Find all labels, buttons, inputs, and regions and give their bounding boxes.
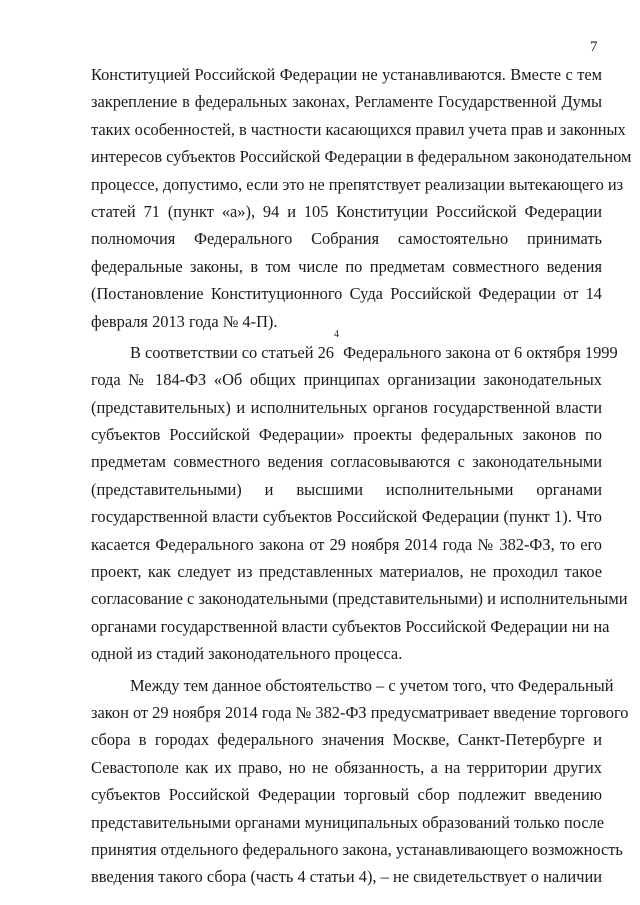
text-line: февраля 2013 года № 4-П). xyxy=(91,311,278,331)
text-line: проект, как следует из представленных материалов, не проходил такое xyxy=(91,562,602,582)
text-line: органами государственной власти субъектов Российской Федерации ни на xyxy=(91,616,610,636)
paragraph xyxy=(91,61,632,335)
paragraph xyxy=(91,672,629,891)
page-number: 7 xyxy=(590,39,598,55)
text-line xyxy=(91,328,618,366)
text-line: принятия отдельного федерального закона, устанавливающего возможность xyxy=(91,839,623,859)
text-line: (представительными) и высшими исполнительными органами xyxy=(91,479,602,499)
text-line: Конституцией Российской Федерации не устанавливаются. Вместе с тем xyxy=(91,65,602,84)
text-line: (Постановление Конституционного Суда Российской Федерации от 14 xyxy=(91,284,602,304)
body-text xyxy=(91,61,632,891)
text-line: таких особенностей, в частности касающихся правил учета прав и законных xyxy=(91,119,626,139)
text-line: одной из стадий законодательного процесса. xyxy=(91,644,403,664)
text-line: введения такого сбора (часть 4 статьи 4), – не свидетельствует о наличии xyxy=(91,867,602,887)
text-line: (представительных) и исполнительных органов государственной власти xyxy=(91,397,602,417)
text-line: интересов субъектов Российской Федерации в федеральном законодательном xyxy=(91,147,632,167)
text-line: федеральные законы, в том числе по предметам совместного ведения xyxy=(91,256,602,276)
text-line: закрепление в федеральных законах, Регламенте Государственной Думы xyxy=(91,92,602,112)
text-line: процессе, допустимо, если это не препятствует реализации вытекающего из xyxy=(91,174,624,194)
paragraph xyxy=(91,328,628,668)
text-line: представительными органами муниципальных образований только после xyxy=(91,812,605,832)
text-line: закон от 29 ноября 2014 года № 382-ФЗ предусматривает введение торгового xyxy=(91,702,629,722)
superscript: 4 xyxy=(333,328,339,340)
text-line: согласование с законодательными (представительными) и исполнительными xyxy=(91,589,628,609)
text-line: касается Федерального закона от 29 ноября 2014 года № 382-ФЗ, то его xyxy=(91,534,602,554)
text-segment: Федерального закона от 6 октября 1999 xyxy=(338,342,618,362)
text-line: года № 184-ФЗ «Об общих принципах организации законодательных xyxy=(91,370,602,390)
text-line: статей 71 (пункт «а»), 94 и 105 Конституции Российской Федерации xyxy=(91,201,602,221)
text-line: субъектов Российской Федерации» проекты федеральных законов по xyxy=(91,425,602,445)
text-line: предметам совместного ведения согласовываются с законодательными xyxy=(91,452,602,472)
text-line: субъектов Российской Федерации торговый сбор подлежит введению xyxy=(91,785,602,805)
text-line: сбора в городах федерального значения Москве, Санкт-Петербурге и xyxy=(91,730,602,750)
text-segment: В соответствии со статьей 26 xyxy=(130,342,334,362)
text-line: полномочия Федерального Собрания самостоятельно принимать xyxy=(91,229,602,249)
text-line: Севастополе как их право, но не обязанность, а на территории других xyxy=(91,757,602,777)
text-line: Между тем данное обстоятельство – с учетом того, что Федеральный xyxy=(130,675,614,695)
text-line: государственной власти субъектов Российской Федерации (пункт 1). Что xyxy=(91,507,602,527)
